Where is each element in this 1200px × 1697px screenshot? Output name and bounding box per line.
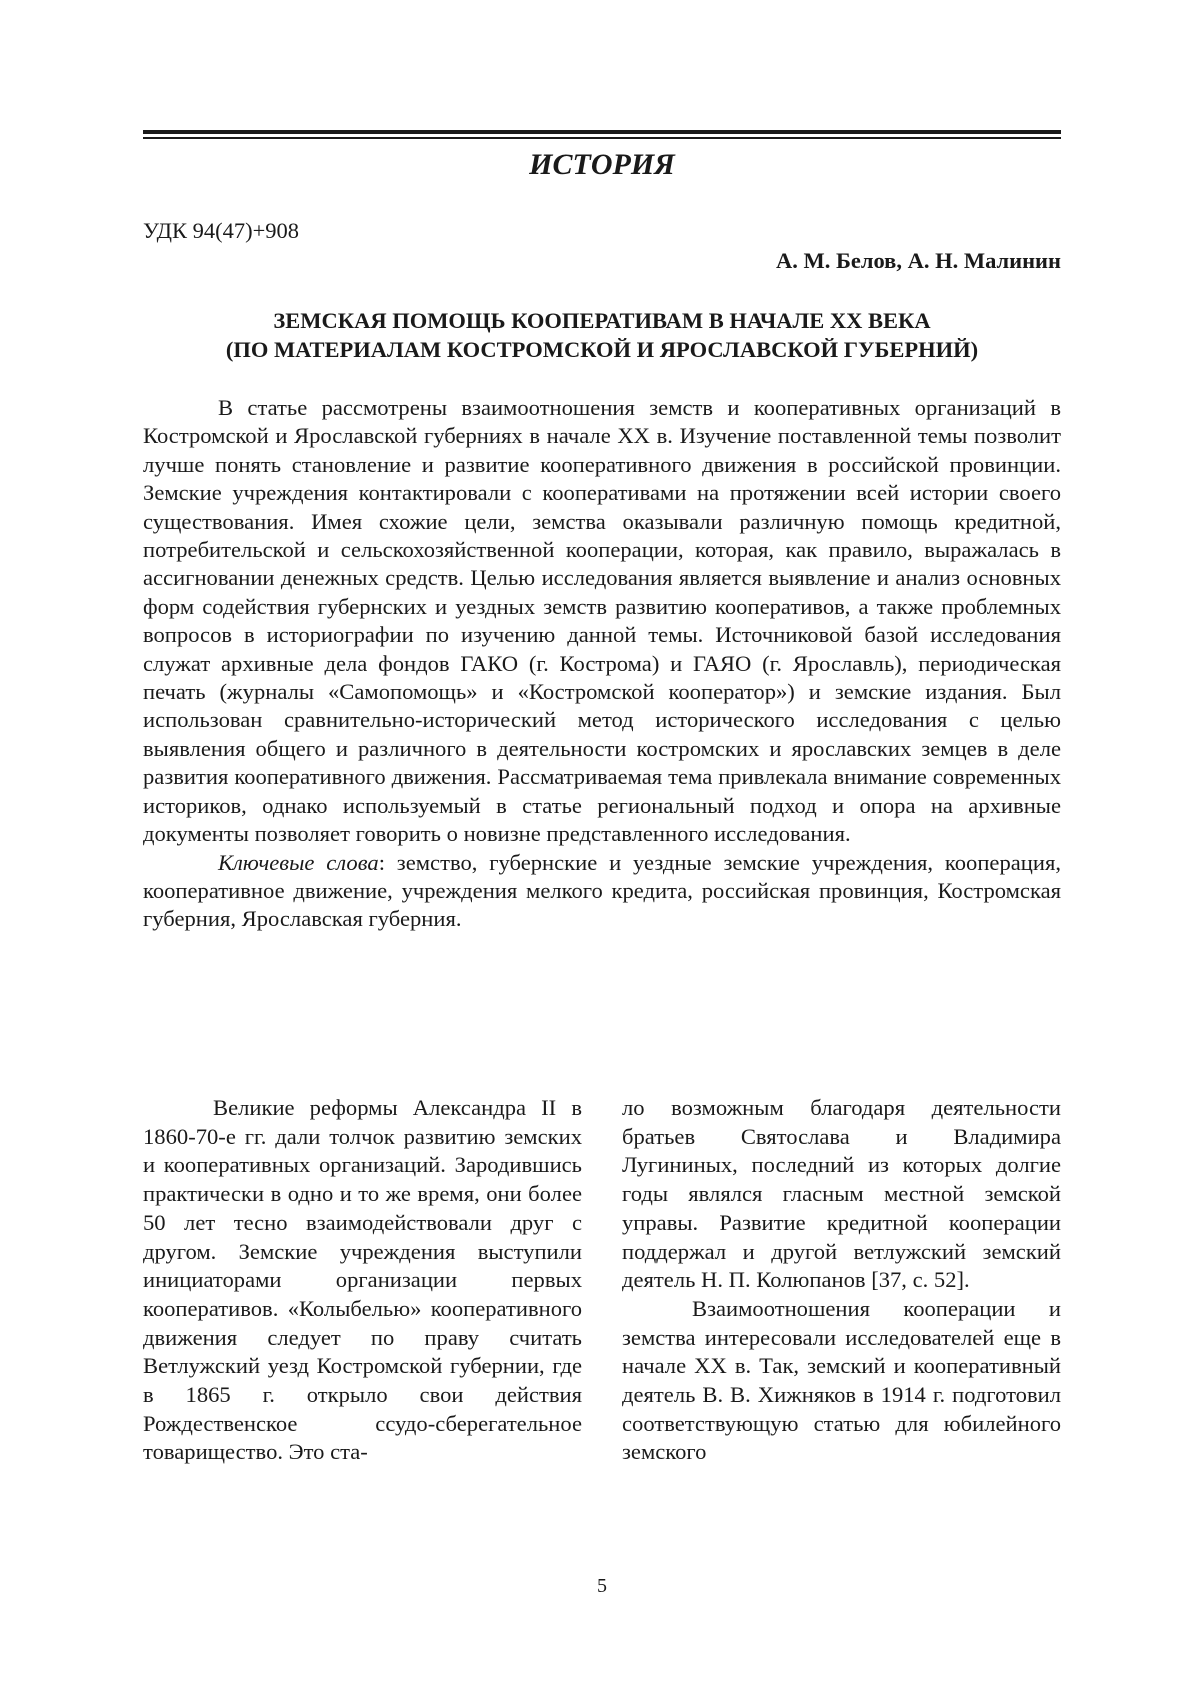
article-title-line-2: (ПО МАТЕРИАЛАМ КОСТРОМСКОЙ И ЯРОСЛАВСКОЙ ГУБЕРНИЙ) — [225, 337, 979, 362]
keywords-paragraph — [143, 849, 1061, 934]
abstract — [143, 394, 1061, 934]
body-paragraph-continued: ло возможным благодаря деятельности братьев Святослава и Владимира Лугининых, последний из которых долгие годы являлся гласным местной земской управы. Развитие кредитной кооперации поддержал и другой ветлужский земский деятель Н. П. Колюпанов [37, с. 52]. — [622, 1095, 1061, 1293]
article-title-line-1: ЗЕМСКАЯ ПОМОЩЬ КООПЕРАТИВАМ В НАЧАЛЕ XX ВЕКА — [273, 308, 931, 333]
article-title — [143, 306, 1061, 364]
abstract-text: В статье рассмотрены взаимоотношения земств и кооперативных организаций в Костромской и Ярославской губерниях в начале XX в. Изучение поставленной темы позволит лучше понять становление и развитие кооперативного движения в российской провинции. Земские учреждения контактировали с кооперативами на протяжении всей истории своего существования. Имея схожие цели, земства оказывали различную помощь кредитной, потребительской и сельскохозяйственной кооперации, которая, как правило, выражалась в ассигновании денежных средств. Целью исследования является выявление и анализ основных форм содействия губернских и уездных земств развитию кооперативов, а также проблемных вопросов в историографии по изучению данной темы. Источниковой базой исследования служат архивные дела фондов ГАКО (г. Кострома) и ГАЯО (г. Ярославль), периодическая печать (журналы «Самопомощь» и «Костромской кооператор») и земские издания. Был использован сравнительно-исторический метод исторического исследования с целью выявления общего и различного в деятельности костромских и ярославских земцев в деле развития кооперативного движения. Рассматриваемая тема привлекала внимание современных историков, однако используемый в статье региональный подход и опора на архивные документы позволяет говорить о новизне представленного исследования. — [143, 395, 1061, 847]
page — [143, 0, 1061, 1697]
udk-code: УДК 94(47)+908 — [143, 218, 300, 243]
keywords-label: Ключевые слова — [218, 849, 379, 875]
body-paragraph: Великие реформы Александра II в 1860-70-е гг. дали толчок развитию земских и кооперативных организаций. Зародившись практически в одно и то же время, они более 50 лет тесно взаимодействовали друг с другом. Земские учреждения выступили инициаторами организации первых кооперативов. «Колыбелью» кооперативного движения следует по праву считать Ветлужский уезд Костромской губернии, где в 1865 г. открыло свои действия Рождественское ссудо-сберегательное товарищество. Это ста- — [143, 1095, 582, 1465]
authors: А. М. Белов, А. Н. Малинин — [776, 248, 1061, 273]
body-paragraph: Взаимоотношения кооперации и земства интересовали исследователей еще в начале XX в. Так, земский и кооперативный деятель В. В. Хижняков в 1914 г. подготовил соответствующую статью для юбилейного земского — [622, 1295, 1061, 1465]
section-title: ИСТОРИЯ — [529, 148, 675, 181]
page-number: 5 — [597, 1575, 607, 1597]
header-rule-thick — [143, 130, 1061, 134]
body-column-left — [143, 1094, 582, 1467]
header-rule-thin — [143, 137, 1061, 139]
body-column-right — [622, 1094, 1061, 1467]
keywords-text: : земство, губернские и уездные земские учреждения, кооперация, кооперативное движение, учреждения мелкого кредита, российская провинция, Костромская губерния, Ярославская губерния. — [143, 849, 1062, 932]
